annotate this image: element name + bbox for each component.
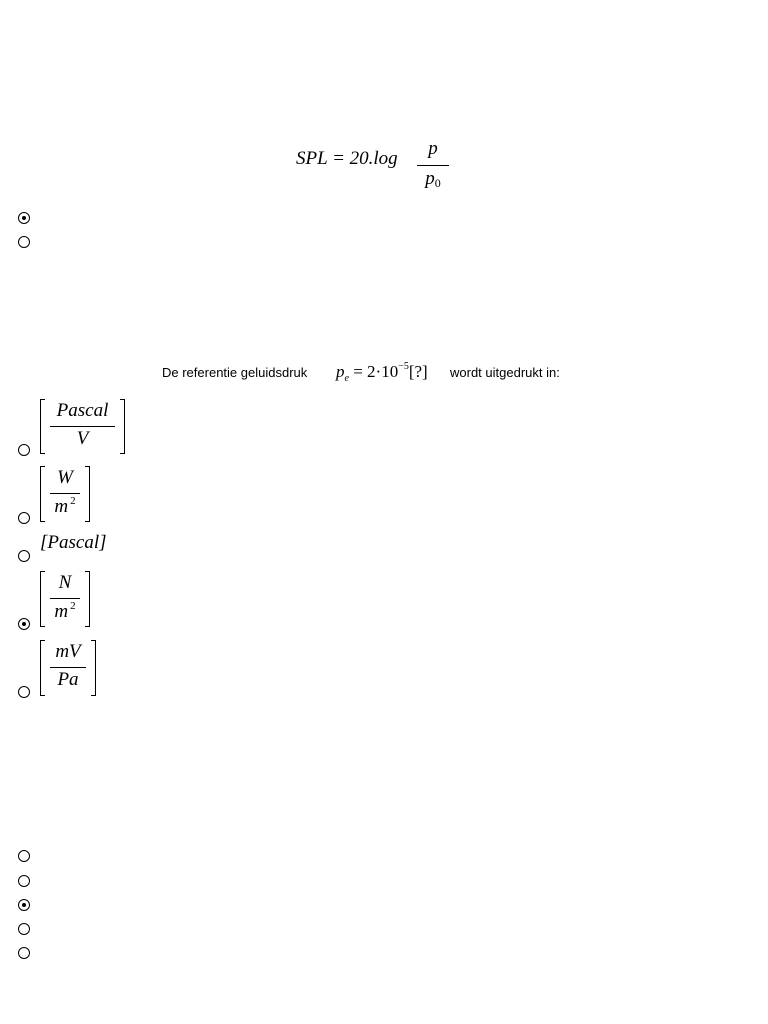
unit-denominator: V [76, 428, 89, 449]
question-2-prompt [162, 361, 582, 387]
q3-option-radio-5[interactable] [18, 947, 30, 959]
unit-denominator [48, 600, 82, 623]
unit-denominator [48, 495, 82, 518]
question-2-text-before: De referentie geluidsdruk [162, 365, 308, 380]
question-2-math-bracket: [?] [408, 362, 428, 381]
q1-option-radio-2[interactable] [18, 236, 30, 248]
question-2-math [336, 361, 428, 384]
unit-single-label: [Pascal] [40, 532, 107, 553]
unit-denominator: Pa [57, 669, 79, 690]
unit-denominator-base: m [54, 496, 69, 517]
q2-option-radio-5[interactable] [18, 686, 30, 698]
spl-formula-lhs: SPL = 20.log [296, 148, 398, 169]
right-bracket [85, 466, 90, 522]
fraction-bar [50, 667, 86, 668]
spl-formula-denominator-sub: 0 [434, 176, 441, 190]
q2-option-radio-4[interactable] [18, 618, 30, 630]
unit-denominator-exponent: 2 [70, 600, 76, 612]
q3-option-radio-1[interactable] [18, 850, 30, 862]
unit-numerator: Pascal [56, 400, 109, 421]
unit-numerator: mV [55, 641, 81, 662]
q3-option-radio-2[interactable] [18, 875, 30, 887]
right-bracket [120, 399, 125, 454]
fraction-bar [50, 426, 115, 427]
question-2-math-p: p [336, 362, 345, 381]
q3-option-radio-3[interactable] [18, 899, 30, 911]
left-bracket [40, 399, 45, 454]
left-bracket [40, 571, 45, 627]
spl-formula-fraction [417, 138, 449, 196]
spl-formula-denominator [417, 168, 449, 191]
unit-numerator: N [58, 572, 72, 593]
left-bracket [40, 466, 45, 522]
unit-pascal-per-volt [40, 399, 125, 454]
question-2-math-sub: e [344, 373, 349, 384]
unit-pascal [40, 532, 120, 558]
question-2-text-after: wordt uitgedrukt in: [450, 365, 560, 380]
q2-option-radio-3[interactable] [18, 550, 30, 562]
q2-option-radio-2[interactable] [18, 512, 30, 524]
fraction-bar [50, 493, 80, 494]
spl-formula-denominator-p: p [425, 168, 435, 189]
unit-newton-per-m2 [40, 571, 90, 627]
unit-denominator-base: m [54, 601, 69, 622]
q2-option-radio-1[interactable] [18, 444, 30, 456]
right-bracket [91, 640, 96, 696]
fraction-bar [417, 165, 449, 166]
fraction-bar [50, 598, 80, 599]
left-bracket [40, 640, 45, 696]
q3-option-radio-4[interactable] [18, 923, 30, 935]
unit-watt-per-m2 [40, 466, 90, 522]
q1-option-radio-1[interactable] [18, 212, 30, 224]
unit-denominator-exponent: 2 [70, 495, 76, 507]
unit-numerator: W [57, 467, 73, 488]
question-2-math-eq: = 2·10 [353, 362, 399, 381]
question-2-math-exp: −5 [398, 361, 409, 372]
spl-formula [296, 138, 466, 198]
unit-millivolt-per-pascal [40, 640, 96, 696]
right-bracket [85, 571, 90, 627]
spl-formula-numerator: p [428, 138, 438, 159]
